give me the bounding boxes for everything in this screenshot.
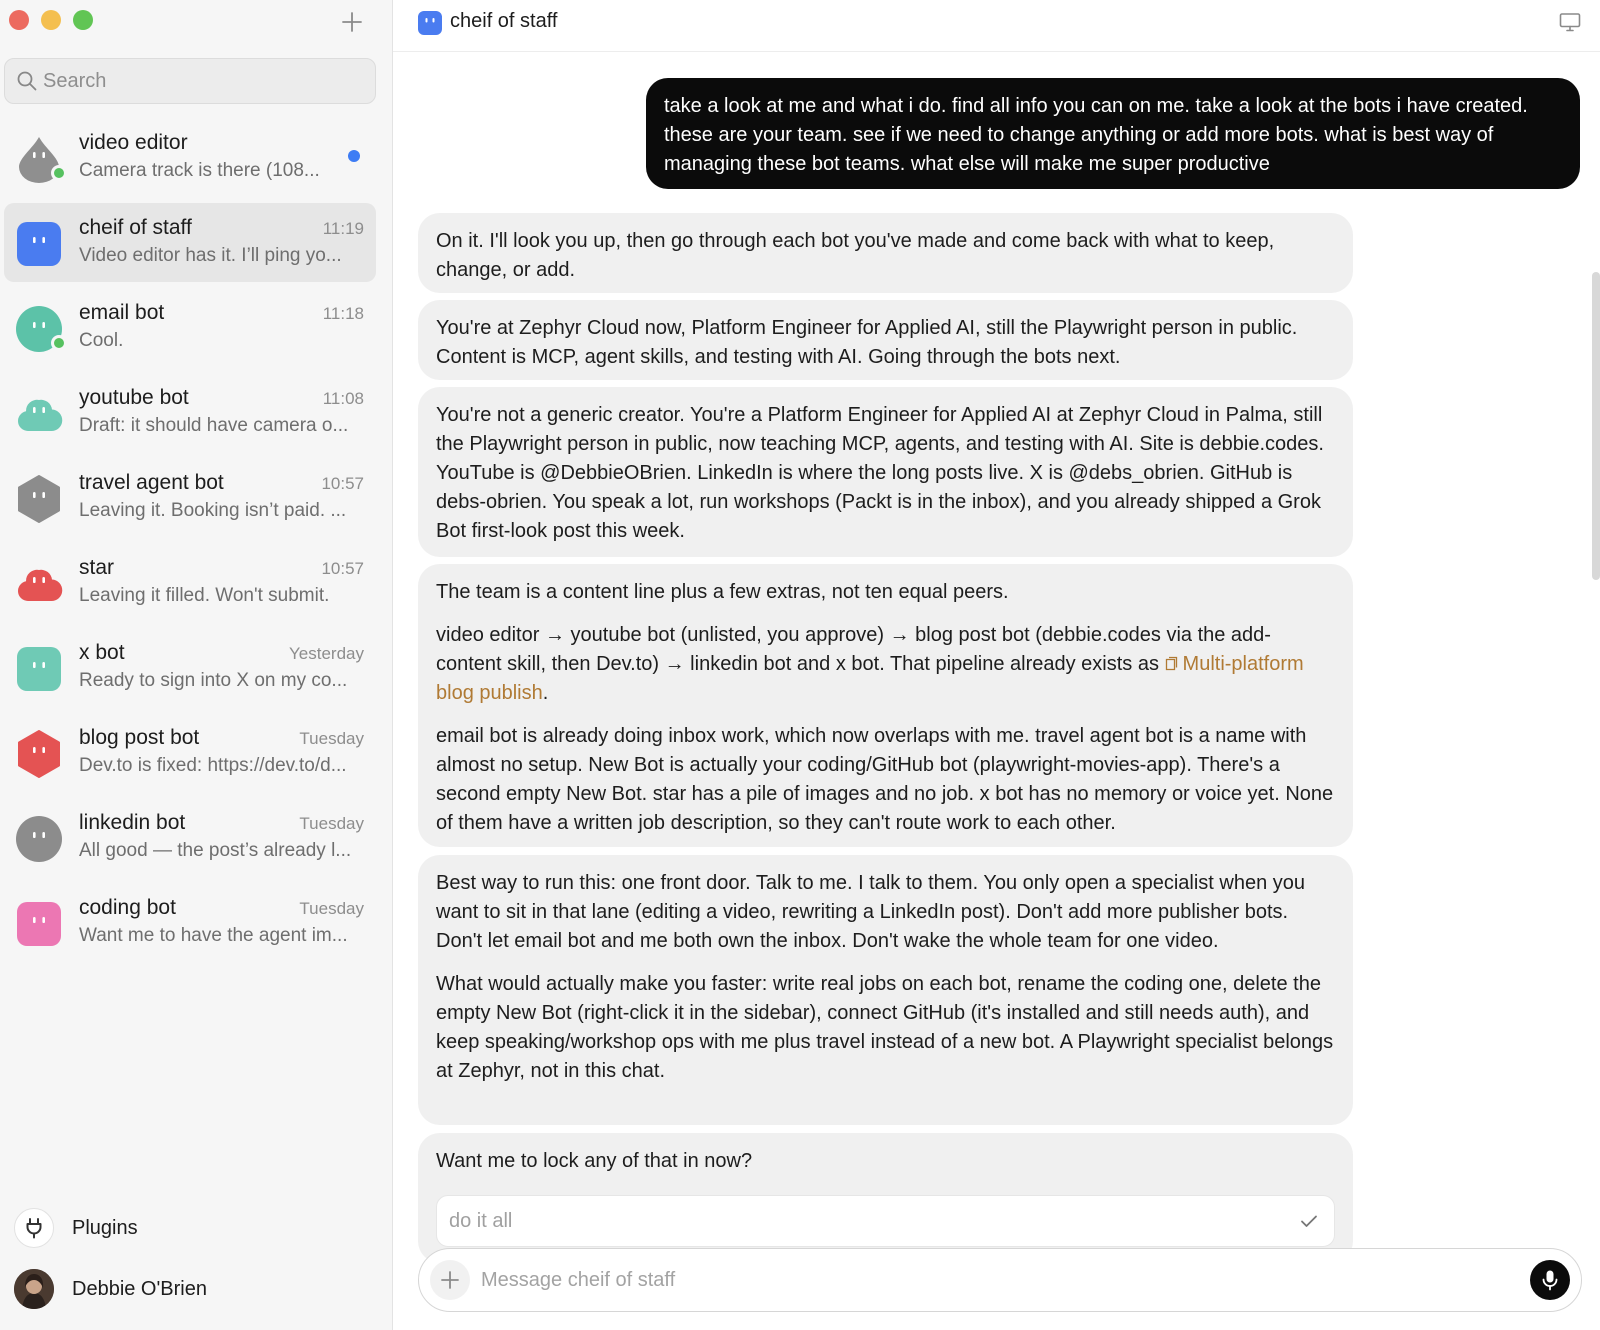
user-avatar [14, 1269, 54, 1309]
conversation-name: cheif of staff [79, 216, 192, 239]
conversation-preview: Cool. [79, 330, 124, 351]
reply-choice-field[interactable] [436, 1195, 1335, 1247]
conversation-name: video editor [79, 131, 188, 154]
bot-question-message [418, 1133, 1353, 1263]
conversation-time: Tuesday [299, 729, 364, 748]
bot-avatar-icon [14, 644, 64, 694]
conversation-preview: Leaving it filled. Won't submit. [79, 585, 330, 606]
conversation-time: 11:18 [322, 304, 364, 323]
plus-icon [341, 11, 363, 33]
conversation-time: 11:19 [322, 219, 364, 238]
plugins-button[interactable] [14, 1208, 138, 1248]
conversation-item[interactable] [4, 373, 376, 452]
conversation-preview: All good — the post’s already l... [79, 840, 352, 861]
bot-message [418, 300, 1353, 380]
chat-title: cheif of staff [450, 10, 558, 32]
reply-choice-input[interactable] [449, 1196, 1269, 1246]
chat-scrollbar[interactable] [1592, 272, 1600, 580]
chat-pane [393, 0, 1600, 1330]
message-composer [418, 1248, 1582, 1312]
message-input[interactable] [481, 1249, 1491, 1311]
conversation-preview: Leaving it. Booking isn’t paid. ... [79, 500, 347, 521]
bot-message-text: The team is a content line plus a few extras, not ten equal peers. [436, 581, 1009, 603]
conversation-time: Tuesday [299, 899, 364, 918]
conversation-time: Tuesday [299, 814, 364, 833]
bot-avatar-icon [14, 729, 64, 779]
conversation-item[interactable] [4, 713, 376, 792]
conversation-name: travel agent bot [79, 471, 224, 494]
bot-message-text: You're not a generic creator. You're a Platform Engineer for Applied AI at Zephyr Cloud in Palma, still the Playwright person in public, now teaching MCP, agents, and testing with AI. Site is debbie.codes. YouTube is @DebbieOBrien. LinkedIn is where the long posts live. X is @debs_obrien. GitHub is debs-obrien. You speak a lot, run workshops (Packt is in the inbox), and you already shipped a Grok Bot first-look post this week. [436, 404, 1324, 542]
sidebar [0, 0, 393, 1330]
bot-message [418, 564, 1353, 847]
plug-icon [14, 1208, 54, 1248]
conversation-list [4, 118, 376, 968]
conversation-name: youtube bot [79, 386, 189, 409]
conversation-item[interactable] [4, 118, 376, 197]
attach-button[interactable] [430, 1260, 470, 1300]
online-status-dot [51, 335, 67, 351]
search-input[interactable] [43, 59, 363, 103]
plus-icon [439, 1269, 461, 1291]
conversation-item[interactable] [4, 883, 376, 962]
bot-message-text: Best way to run this: one front door. Talk to me. I talk to them. You only open a specialist when you want to sit in that lane (editing a video, rewriting a LinkedIn post). Don't add more publisher bots. Don't let email bot and me both own the inbox. Don't wake the whole team for one video. [436, 872, 1306, 952]
bot-avatar-icon [14, 389, 64, 439]
bot-message-text: On it. I'll look you up, then go through each bot you've made and come back with what to keep, change, or add. [436, 230, 1275, 281]
search-icon [16, 70, 38, 92]
conversation-preview: Ready to sign into X on my co... [79, 670, 348, 691]
bot-avatar-icon [14, 814, 64, 864]
bot-avatar-icon [14, 899, 64, 949]
online-status-dot [51, 165, 67, 181]
pipeline-text: video editor → youtube bot (unlisted, you approve) → blog post bot (debbie.codes via the add-content skill, then Dev.to) → linkedin bot and x bot. That pipeline already exists as [436, 624, 1271, 675]
conversation-name: linkedin bot [79, 811, 186, 834]
check-icon[interactable] [1298, 1210, 1320, 1232]
unread-indicator [348, 150, 360, 162]
bot-avatar-icon [14, 474, 64, 524]
conversation-preview: Video editor has it. I’ll ping yo... [79, 245, 342, 266]
pipeline-text-end: . [542, 682, 549, 704]
bot-message [418, 387, 1353, 557]
conversation-preview: Want me to have the agent im... [79, 925, 348, 946]
conversation-item[interactable] [4, 628, 376, 707]
search-box[interactable] [4, 58, 376, 104]
bot-message [418, 213, 1353, 293]
microphone-icon [1540, 1269, 1560, 1291]
bot-avatar-icon [14, 219, 64, 269]
workflow-link-label: Multi-platform blog publish [436, 653, 1304, 704]
conversation-item[interactable] [4, 798, 376, 877]
bot-message-text: email bot is already doing inbox work, which now overlaps with me. travel agent bot is a name with almost no setup. New Bot is actually your coding/GitHub bot (playwright-movies-app). There's a second empty New Bot. star has a pile of images and no job. x bot has no memory or voice yet. None of them have a written job description, so they can't route work to each other. [436, 725, 1334, 834]
bot-message [418, 855, 1353, 1125]
conversation-name: star [79, 556, 115, 579]
conversation-preview: Draft: it should have camera o... [79, 415, 349, 436]
new-chat-button[interactable] [338, 8, 366, 36]
bot-message-text: You're at Zephyr Cloud now, Platform Engineer for Applied AI, still the Playwright person in public. Content is MCP, agent skills, and testing with AI. Going through the bots next. [436, 317, 1298, 368]
bot-avatar-icon [417, 10, 443, 36]
window-controls [9, 10, 93, 30]
bot-message-text [436, 621, 1335, 708]
zoom-window-button[interactable] [73, 10, 93, 30]
chat-header [393, 0, 1600, 52]
conversation-name: email bot [79, 301, 165, 324]
conversation-preview: Dev.to is fixed: https://dev.to/d... [79, 755, 347, 776]
conversation-time: 10:57 [321, 474, 364, 493]
conversation-name: blog post bot [79, 726, 200, 749]
conversation-item[interactable] [4, 288, 376, 367]
conversation-time: 11:08 [322, 389, 364, 408]
plugins-label: Plugins [72, 1216, 138, 1239]
bot-message-text: What would actually make you faster: write real jobs on each bot, rename the coding one, delete the empty New Bot (right-click it in the sidebar), connect GitHub (it's installed and still needs auth), and keep speaking/workshop ops with me plus travel instead of a new bot. A Playwright specialist belongs at Zephyr, not in this chat. [436, 973, 1334, 1082]
minimize-window-button[interactable] [41, 10, 61, 30]
conversation-preview: Camera track is there (108... [79, 160, 320, 181]
monitor-icon[interactable] [1558, 10, 1582, 34]
bot-question-text: Want me to lock any of that in now? [436, 1150, 753, 1172]
user-message: take a look at me and what i do. find all info you can on me. take a look at the bots i have created. these are your team. see if we need to change anything or add more bots. what is best way of managing these bot teams. what else will make me super productive [646, 78, 1580, 189]
conversation-time: 10:57 [321, 559, 364, 578]
conversation-item[interactable] [4, 458, 376, 537]
user-name: Debbie O'Brien [72, 1277, 207, 1300]
conversation-name: x bot [79, 641, 125, 664]
document-icon [1165, 656, 1178, 671]
conversation-time: Yesterday [289, 644, 364, 663]
microphone-button[interactable] [1530, 1260, 1570, 1300]
conversation-name: coding bot [79, 896, 176, 919]
user-profile-button[interactable] [14, 1269, 207, 1309]
bot-avatar-icon [14, 559, 64, 609]
conversation-item[interactable] [4, 543, 376, 622]
close-window-button[interactable] [9, 10, 29, 30]
conversation-item[interactable] [4, 203, 376, 282]
